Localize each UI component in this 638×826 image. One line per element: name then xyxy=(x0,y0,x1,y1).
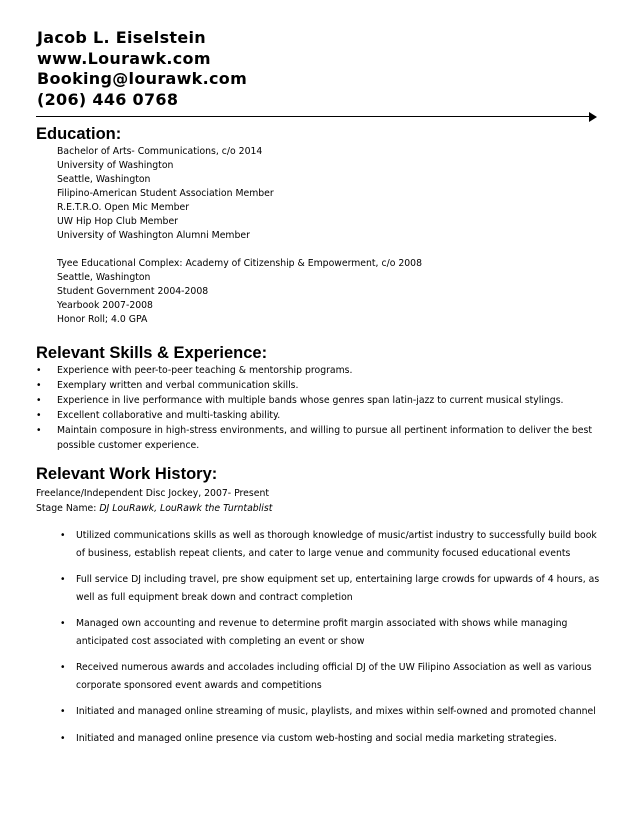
skill-item xyxy=(36,409,606,424)
education-line: Seattle, Washington xyxy=(57,174,151,185)
duty-item xyxy=(60,571,605,607)
education-line: University of Washington Alumni Member xyxy=(57,230,250,241)
duty-item xyxy=(60,659,605,695)
skill-text: Experience in live performance with multiple bands whose genres span latin-jazz to current musical stylings. xyxy=(57,395,564,406)
duty-item xyxy=(60,615,605,651)
education-title: Education: xyxy=(36,125,122,143)
education-line: Yearbook 2007-2008 xyxy=(57,300,153,311)
name-heading: Jacob L. Eiselstein xyxy=(37,28,206,47)
skill-item xyxy=(36,394,606,409)
bullet-icon: • xyxy=(60,530,66,541)
education-line: Filipino-American Student Association Member xyxy=(57,188,274,199)
skill-text: Experience with peer-to-peer teaching & mentorship programs. xyxy=(57,365,353,376)
skill-item xyxy=(36,379,606,394)
duty-text: Received numerous awards and accolades including official DJ of the UW Filipino Association as well as various corporate sponsored event awards and competitions xyxy=(76,662,592,691)
bullet-icon: • xyxy=(36,410,42,421)
bullet-icon: • xyxy=(60,706,66,717)
header-rule-arrow xyxy=(589,112,597,122)
phone-text: (206) 446 0768 xyxy=(37,90,179,109)
bullet-icon: • xyxy=(36,395,42,406)
duty-item xyxy=(60,703,605,721)
work-position: Freelance/Independent Disc Jockey, 2007- Present xyxy=(36,488,269,499)
duty-text: Initiated and managed online streaming of music, playlists, and mixes within self-owned and promoted channel xyxy=(76,706,596,717)
duty-text: Managed own accounting and revenue to determine profit margin associated with shows while managing anticipated cost associated with completing an event or show xyxy=(76,618,568,647)
bullet-icon: • xyxy=(36,365,42,376)
education-line: Honor Roll; 4.0 GPA xyxy=(57,314,148,325)
education-line: Bachelor of Arts- Communications, c/o 2014 xyxy=(57,146,263,157)
stage-name-label: Stage Name: xyxy=(36,503,100,514)
duty-item xyxy=(60,730,605,748)
stage-name-value: DJ LouRawk, LouRawk the Turntablist xyxy=(99,503,273,514)
duty-text: Initiated and managed online presence via custom web-hosting and social media marketing strategies. xyxy=(76,733,557,744)
education-line: Tyee Educational Complex: Academy of Citizenship & Empowerment, c/o 2008 xyxy=(57,258,423,269)
duty-item xyxy=(60,527,605,563)
bullet-icon: • xyxy=(60,662,66,673)
duty-text: Full service DJ including travel, pre show equipment set up, entertaining large crowds for upwards of 4 hours, as well as full equipment break down and contract completion xyxy=(76,574,600,603)
skill-text: Exemplary written and verbal communication skills. xyxy=(57,380,299,391)
bullet-icon: • xyxy=(36,425,42,436)
skill-text: Maintain composure in high-stress environments, and willing to pursue all pertinent information to deliver the best possible customer experience. xyxy=(57,425,592,451)
skill-item xyxy=(36,364,606,379)
education-line: Seattle, Washington xyxy=(57,272,151,283)
skill-item xyxy=(36,424,606,453)
header-rule xyxy=(36,116,591,117)
skill-text: Excellent collaborative and multi-tasking ability. xyxy=(57,410,281,421)
email-text: Booking@lourawk.com xyxy=(37,69,248,88)
website-text: www.Lourawk.com xyxy=(37,49,211,68)
skills-title: Relevant Skills & Experience: xyxy=(36,344,268,362)
education-line: R.E.T.R.O. Open Mic Member xyxy=(57,202,190,213)
stage-name-line xyxy=(36,502,272,516)
education-line: University of Washington xyxy=(57,160,174,171)
bullet-icon: • xyxy=(60,733,66,744)
bullet-icon: • xyxy=(36,380,42,391)
bullet-icon: • xyxy=(60,618,66,629)
bullet-icon: • xyxy=(60,574,66,585)
education-line: UW Hip Hop Club Member xyxy=(57,216,178,227)
duty-text: Utilized communications skills as well as thorough knowledge of music/artist industry to successfully build book of business, establish repeat clients, and cater to large venue and community focused educational events xyxy=(76,530,597,559)
work-title: Relevant Work History: xyxy=(36,465,218,483)
education-line: Student Government 2004-2008 xyxy=(57,286,209,297)
